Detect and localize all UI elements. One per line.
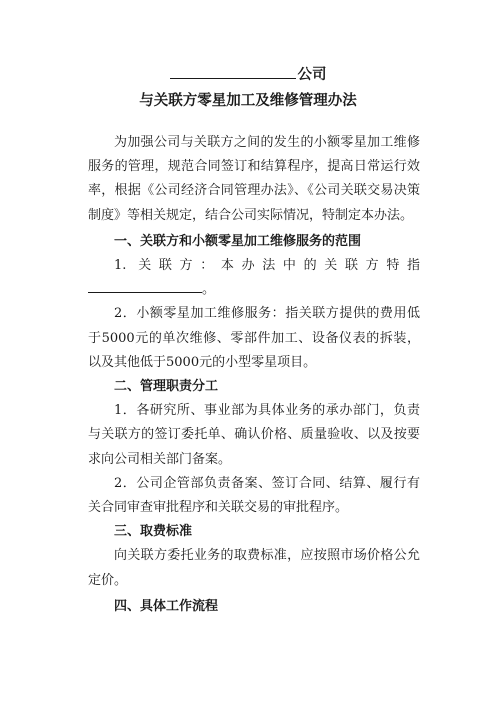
scope-item-1 xyxy=(88,254,420,302)
title-suffix: 公司 xyxy=(297,67,327,83)
section-heading-workflow: 四、具体工作流程 xyxy=(114,598,219,614)
fees-paragraph: 向关联方委托业务的取费标准，应按照市场价格公允定价。 xyxy=(88,548,420,588)
scope-item-1-end: 。 xyxy=(202,282,216,298)
company-name-blank xyxy=(170,64,296,79)
scope-item-1-text: 1. 关联方：本办法中的关联方特指 xyxy=(114,258,420,274)
duties-item-1: 1．各研究所、事业部为具体业务的承办部门，负责与关联方的签订委托单、确认价格、质量验收、以及按要求向公司相关部门备案。 xyxy=(88,403,420,467)
scope-item-2: 2．小额零星加工维修服务：指关联方提供的费用低于5000元的单次维修、零部件加工、设备仪表的拆装，以及其他低于5000元的小型零星项目。 xyxy=(88,306,420,370)
document-title: 与关联方零星加工及维修管理办法 xyxy=(139,93,357,109)
section-heading-fees: 三、取费标准 xyxy=(114,524,193,540)
document-body xyxy=(88,131,420,619)
section-heading-scope: 一、关联方和小额零星加工维修服务的范围 xyxy=(114,233,362,249)
related-party-blank xyxy=(88,279,202,293)
duties-item-2: 2．公司企管部负责备案、签订合同、结算、履行有关合同审查审批程序和关联交易的审批程序。 xyxy=(88,475,420,516)
section-heading-duties: 二、管理职责分工 xyxy=(114,379,219,395)
intro-paragraph: 为加强公司与关联方之间的发生的小额零星加工维修服务的管理，规范合同签订和结算程序，提高日常运行效率，根据《公司经济合同管理办法》、《公司关联交易决策制度》等相关规定，结合公司实际情况，特制定本办法。 xyxy=(88,135,420,223)
document-title-line1 xyxy=(0,64,496,85)
